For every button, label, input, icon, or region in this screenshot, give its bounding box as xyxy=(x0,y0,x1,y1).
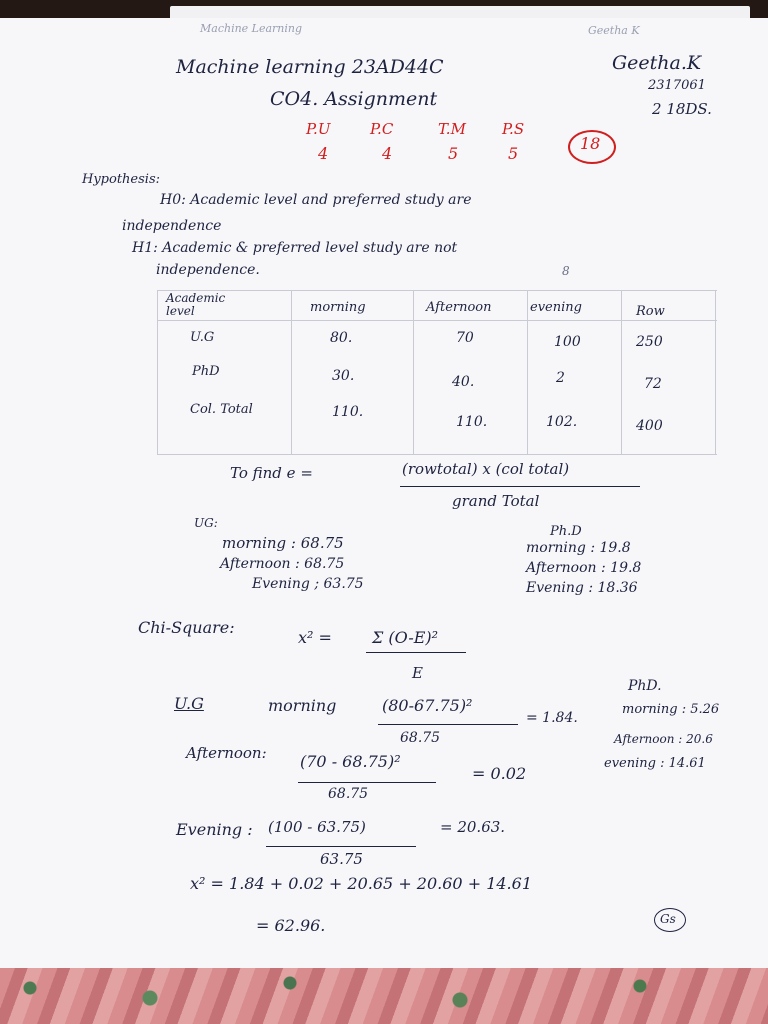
subject-title: Machine learning 23AD44C xyxy=(176,56,444,78)
chi-square-formula-numerator: Σ (O-E)² xyxy=(372,628,439,647)
teacher-mark-note: 8 xyxy=(562,264,570,278)
faint-bleed-name: Geetha K xyxy=(588,24,640,37)
calc-ug-evening-result: = 20.63. xyxy=(440,818,506,836)
expected-ug-evening: Evening ; 63.75 xyxy=(252,576,364,592)
table-cell-total-label: Col. Total xyxy=(190,402,253,417)
alt-hypothesis-line1: H1: Academic & preferred level study are not xyxy=(132,240,458,256)
calc-ug-afternoon-label: Afternoon: xyxy=(186,744,267,762)
table-cell-total-row: 400 xyxy=(636,418,663,434)
table-header-rule xyxy=(157,320,717,321)
expected-ug-heading: UG: xyxy=(194,516,218,530)
table-header-afternoon: Afternoon xyxy=(426,300,492,315)
table-col-rule xyxy=(621,290,622,455)
table-cell-ug-morning: 80. xyxy=(330,330,353,346)
faint-bleed-title: Machine Learning xyxy=(200,22,303,35)
calc-ug-afternoon-result: = 0.02 xyxy=(472,764,527,783)
mark-score-ps: 5 xyxy=(508,144,519,163)
table-col-rule xyxy=(413,290,414,455)
table-col-rule xyxy=(291,290,292,455)
mark-score-tm: 5 xyxy=(448,144,459,163)
expected-formula-denominator: grand Total xyxy=(452,492,540,510)
table-cell-phd-evening: 2 xyxy=(556,370,565,386)
fraction-bar xyxy=(400,486,640,487)
table-header-morning: morning xyxy=(310,300,366,315)
table-cell-ug-evening: 100 xyxy=(554,334,581,350)
chi-square-formula-denominator: E xyxy=(412,664,423,682)
signature-initials: Gs xyxy=(660,912,676,926)
chi-square-formula-lhs: x² = xyxy=(298,628,332,647)
calc-ug-heading: U.G xyxy=(174,694,204,713)
table-cell-total-evening: 102. xyxy=(546,414,578,430)
department: 2 18DS. xyxy=(652,100,712,118)
calc-phd-evening: evening : 14.61 xyxy=(604,756,706,771)
calc-ug-morning-denominator: 68.75 xyxy=(400,730,441,746)
table-bottom-rule xyxy=(157,454,717,455)
mark-score-pu: 4 xyxy=(318,144,329,163)
expected-phd-heading: Ph.D xyxy=(550,524,582,539)
fraction-bar xyxy=(378,724,518,725)
table-cell-phd-morning: 30. xyxy=(332,368,355,384)
table-top-rule xyxy=(157,290,717,291)
chi-square-result: = 62.96. xyxy=(256,916,326,935)
table-cell-total-morning: 110. xyxy=(332,404,364,420)
total-mark: 18 xyxy=(580,134,601,153)
null-hypothesis-line2: independence xyxy=(122,218,222,234)
mark-label-ps: P.S xyxy=(502,120,525,138)
calc-phd-heading: PhD. xyxy=(628,678,662,694)
expected-phd-evening: Evening : 18.36 xyxy=(526,580,638,596)
table-cell-phd-row: 72 xyxy=(644,376,662,392)
table-cell-ug-afternoon: 70 xyxy=(456,330,474,346)
table-cell-total-afternoon: 110. xyxy=(456,414,488,430)
expected-formula-numerator: (rowtotal) x (col total) xyxy=(402,460,570,478)
calc-ug-afternoon-numerator: (70 - 68.75)² xyxy=(300,752,401,771)
table-col-rule xyxy=(157,290,158,455)
expected-ug-afternoon: Afternoon : 68.75 xyxy=(220,556,345,572)
roll-number: 2317061 xyxy=(648,78,706,93)
expected-ug-morning: morning : 68.75 xyxy=(222,534,344,552)
table-header-row: Row xyxy=(636,304,665,319)
null-hypothesis-line1: H0: Academic level and preferred study are xyxy=(160,192,472,208)
chi-square-label: Chi-Square: xyxy=(138,618,235,637)
calc-ug-evening-denominator: 63.75 xyxy=(320,850,363,868)
table-header-academic-level: Academic level xyxy=(166,291,226,318)
calc-ug-morning-label: morning xyxy=(268,696,337,715)
fraction-bar xyxy=(366,652,466,653)
calc-ug-evening-numerator: (100 - 63.75) xyxy=(268,818,366,836)
calc-phd-afternoon: Afternoon : 20.6 xyxy=(614,732,713,746)
fabric-background xyxy=(0,968,768,1024)
table-header-evening: evening xyxy=(530,300,582,315)
calc-ug-morning-numerator: (80-67.75)² xyxy=(382,696,473,715)
mark-label-pu: P.U xyxy=(306,120,331,138)
table-col-rule xyxy=(527,290,528,455)
mark-label-pc: P.C xyxy=(370,120,394,138)
hypothesis-heading: Hypothesis: xyxy=(82,172,160,187)
expected-formula-lhs: To find e = xyxy=(230,464,313,482)
calc-ug-morning-result: = 1.84. xyxy=(526,710,578,726)
table-cell-ug-row: 250 xyxy=(636,334,663,350)
mark-score-pc: 4 xyxy=(382,144,393,163)
table-cell-phd-label: PhD xyxy=(192,364,220,379)
student-name: Geetha.K xyxy=(612,52,702,74)
expected-phd-morning: morning : 19.8 xyxy=(526,540,631,556)
assignment-title: CO4. Assignment xyxy=(270,88,438,110)
mark-label-tm: T.M xyxy=(438,120,466,138)
calc-ug-afternoon-denominator: 68.75 xyxy=(328,786,369,802)
fraction-bar xyxy=(266,846,416,847)
table-cell-phd-afternoon: 40. xyxy=(452,374,475,390)
chi-square-sum: x² = 1.84 + 0.02 + 20.65 + 20.60 + 14.61 xyxy=(190,874,532,893)
table-cell-ug-label: U.G xyxy=(190,330,215,345)
fraction-bar xyxy=(298,782,436,783)
expected-phd-afternoon: Afternoon : 19.8 xyxy=(526,560,642,576)
table-col-rule xyxy=(715,290,716,455)
calc-phd-morning: morning : 5.26 xyxy=(622,702,720,717)
calc-ug-evening-label: Evening : xyxy=(176,820,253,839)
alt-hypothesis-line2: independence. xyxy=(156,262,260,278)
